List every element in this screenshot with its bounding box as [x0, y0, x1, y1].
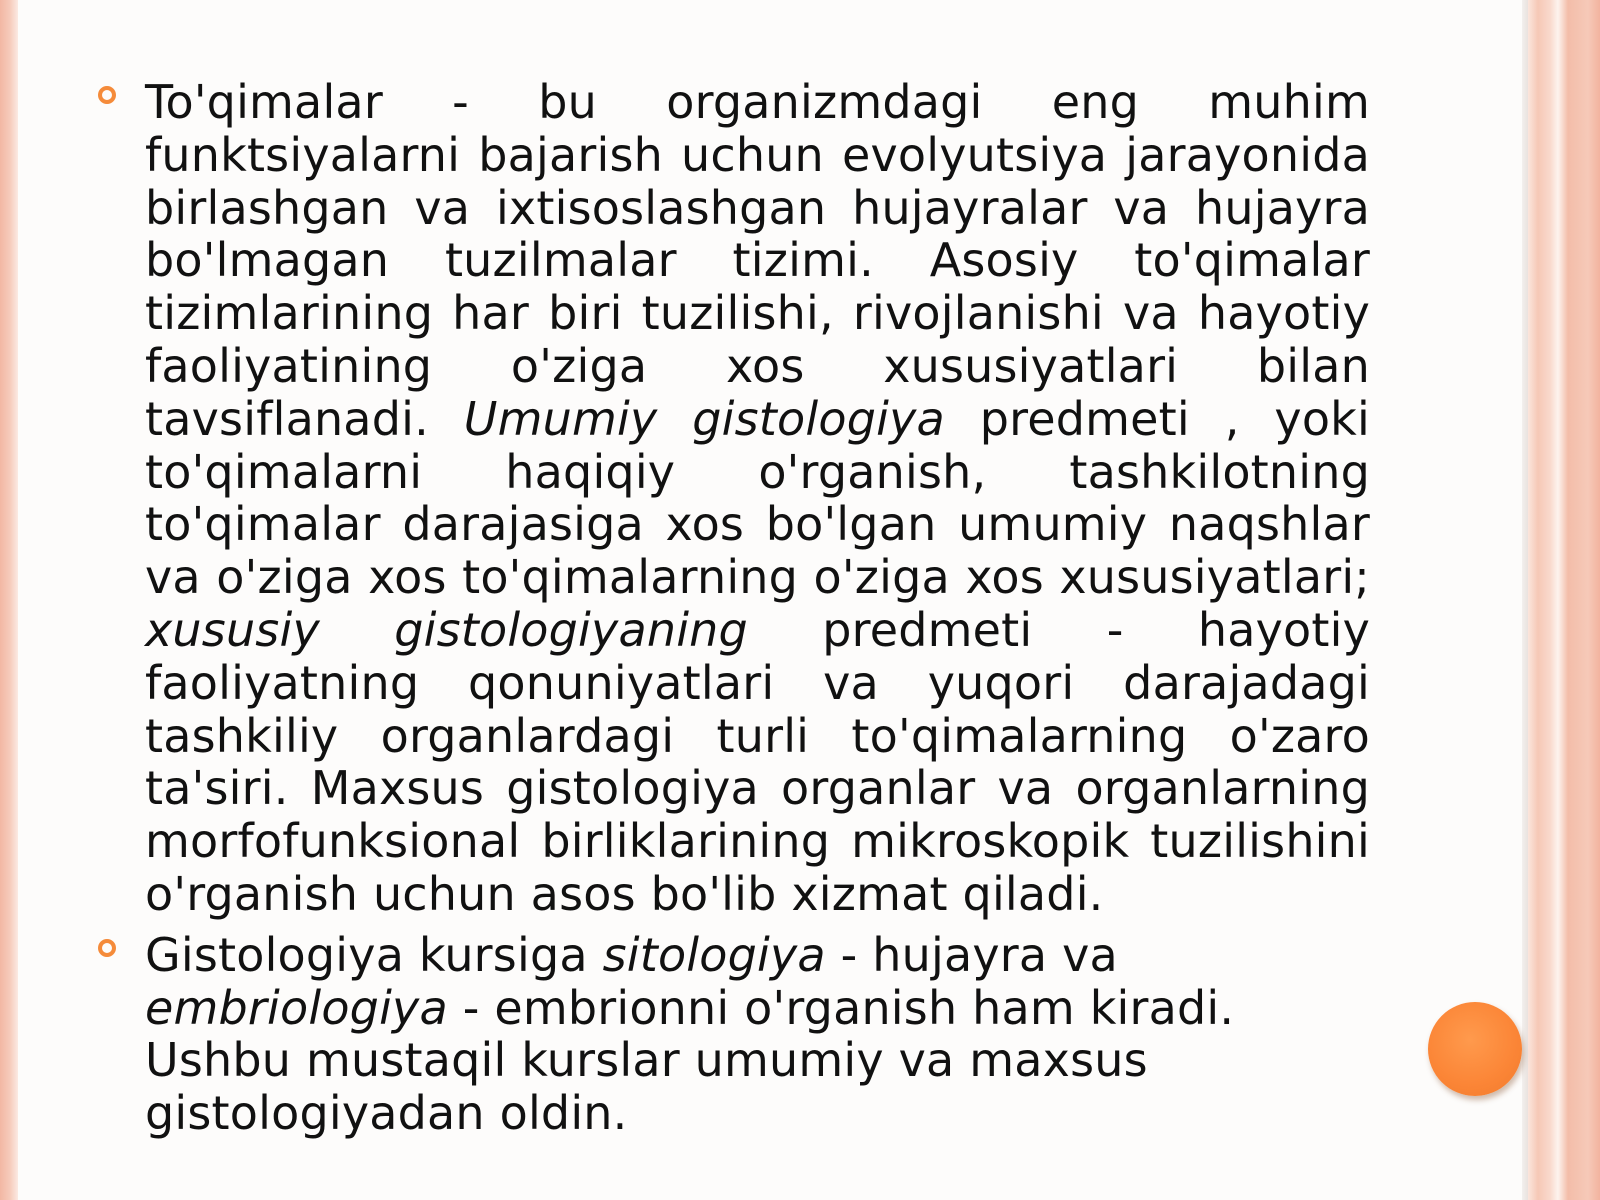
text-segment: To'qimalar - bu organizmdagi eng muhim funktsiyalarni bajarish uchun evolyutsiya jarayonida birlashgan va ixtisoslashgan hujayralar va hujayra bo'lmagan tuzilmalar tizimi. Asosiy to'qimalar tizimlarining har biri tuzilishi, rivojlanishi va hayotiy faoliyatining o'ziga xos xususiyatlari bilan tavsiflanadi. — [145, 75, 1370, 446]
text-segment: predmeti , yoki to'qimalarni haqiqiy o'rganish, tashkilotning to'qimalar darajasiga xos bo'lgan umumiy naqshlar va o'ziga xos to'qimalarning o'ziga xos xususiyatlari; — [145, 391, 1370, 605]
italic-term: Umumiy gistologiya — [463, 391, 945, 446]
text-segment: - hujayra va — [825, 927, 1118, 982]
left-border-strip — [0, 0, 18, 1200]
bullet-item-1 — [98, 76, 1370, 921]
text-segment: - embrionni o'rganish ham kiradi. Ushbu mustaqil kurslar umumiy va maxsus gistologiyadan oldin. — [145, 980, 1235, 1141]
slide-content — [98, 76, 1370, 1148]
ring-bullet-icon — [98, 939, 116, 957]
italic-term: embriologiya — [145, 980, 448, 1035]
orange-circle-decoration — [1428, 1002, 1522, 1096]
italic-term: xususiy gistologiyaning — [145, 602, 748, 657]
right-border-strip — [1528, 0, 1600, 1200]
text-segment: Gistologiya kursiga — [145, 927, 603, 982]
ring-bullet-icon — [98, 86, 116, 104]
text-segment: predmeti - hayotiy faoliyatning qonuniyatlari va yuqori darajadagi tashkiliy organlardagi turli to'qimalarning o'zaro ta'siri. Maxsus gistologiya organlar va organlarning morfofunksional birliklarining mikroskopik tuzilishini o'rganish uchun asos bo'lib xizmat qiladi. — [145, 602, 1371, 921]
bullet-text-2 — [145, 929, 1370, 1140]
italic-term: sitologiya — [602, 927, 826, 982]
bullet-item-2 — [98, 929, 1370, 1140]
bullet-text-1 — [145, 76, 1370, 921]
